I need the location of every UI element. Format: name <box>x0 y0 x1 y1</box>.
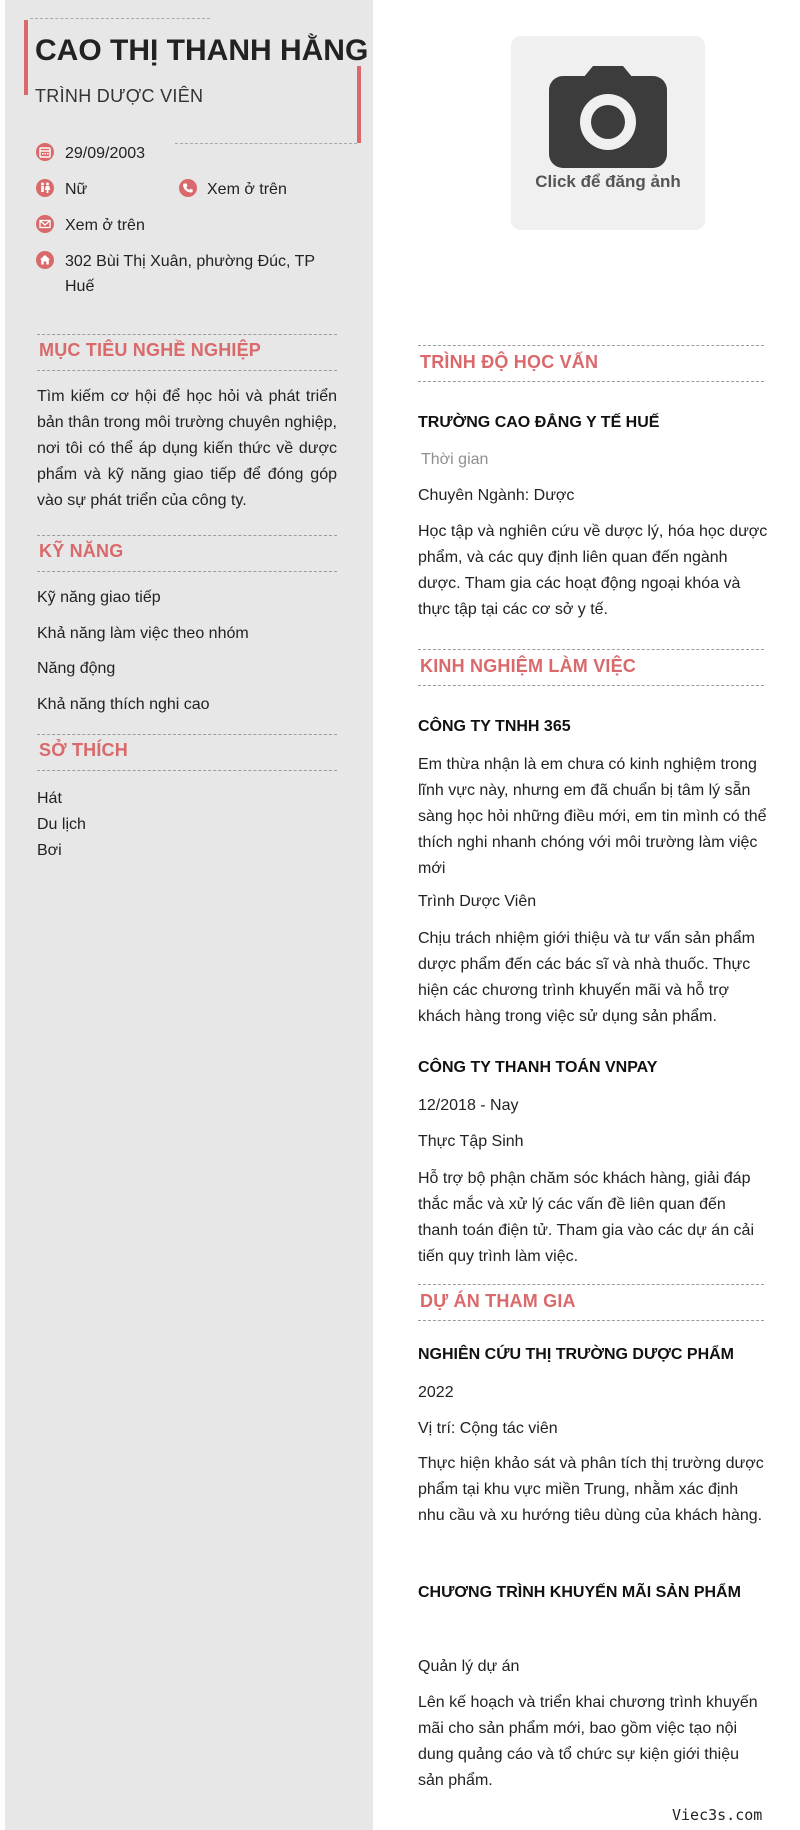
address-value[interactable] <box>65 249 355 299</box>
project-description[interactable]: Lên kế hoạch và triển khai chương trình khuyến mãi cho sản phẩm mới, bao gồm việc tạo nội dung quảng cáo và tổ chức sự kiện giới thiệu sản phẩm. <box>418 1694 758 1789</box>
job-description[interactable]: Chịu trách nhiệm giới thiệu và tư vấn sản phẩm dược phẩm đến các bác sĩ và nhà thuốc. Thực hiện các chương trình khuyến mãi và hỗ trợ khách hàng trong việc sử dụng sản phẩm. <box>418 930 755 1025</box>
experience-title: KINH NGHIỆM LÀM VIỆC <box>420 656 637 676</box>
job-company[interactable]: CÔNG TY THANH TOÁN VNPAY <box>418 1059 658 1076</box>
gender-value[interactable]: Nữ <box>65 181 88 198</box>
phone-value[interactable]: Xem ở trên <box>207 181 287 198</box>
career-objective-text[interactable]: Tìm kiếm cơ hội để học hỏi và phát triển bản thân trong môi trường chuyên nghiệp, nơi tôi có thể áp dụng kiến thức về dược phẩm và kỹ năng giao tiếp để đóng góp vào sự phát triển của công ty. <box>37 388 337 509</box>
hobbies-title: SỞ THÍCH <box>39 740 128 760</box>
section-divider <box>37 334 337 335</box>
career-objective-title: MỤC TIÊU NGHỀ NGHIỆP <box>39 340 262 360</box>
calendar-icon <box>36 143 54 161</box>
project-role[interactable]: Vị trí: Cộng tác viên <box>418 1420 558 1437</box>
skills-title: KỸ NĂNG <box>39 541 124 561</box>
project-name[interactable]: NGHIÊN CỨU THỊ TRƯỜNG DƯỢC PHẨM <box>418 1346 734 1363</box>
photo-upload[interactable] <box>511 36 705 230</box>
section-divider <box>418 1320 764 1321</box>
job-role[interactable]: Trình Dược Viên <box>418 893 537 910</box>
skill-item[interactable]: Kỹ năng giao tiếp <box>37 589 161 606</box>
gender-icon <box>36 179 54 197</box>
job-role[interactable]: Thực Tập Sinh <box>418 1133 524 1150</box>
job-company[interactable]: CÔNG TY TNHH 365 <box>418 718 571 735</box>
skill-item[interactable]: Khả năng làm việc theo nhóm <box>37 625 249 642</box>
project-description[interactable]: Thực hiện khảo sát và phân tích thị trường dược phẩm tại khu vực miền Trung, nhằm xác định nhu cầu và xu hướng tiêu dùng của khách hàng. <box>418 1455 764 1524</box>
section-divider <box>37 571 337 572</box>
section-divider <box>418 1284 764 1285</box>
job-summary[interactable]: Em thừa nhận là em chưa có kinh nghiệm trong lĩnh vực này, nhưng em đã chuẩn bị tâm lý sẵn sàng học hỏi những điều mới, em tin mình có thể thích nghi nhanh chóng với môi trường làm việc mới <box>418 756 767 877</box>
education-school[interactable]: TRƯỜNG CAO ĐẲNG Y TẾ HUẾ <box>418 414 660 431</box>
section-divider <box>37 770 337 771</box>
education-time[interactable]: Thời gian <box>421 451 489 468</box>
header-accent-bar-left <box>24 20 28 95</box>
hobby-item: Du lịch <box>37 816 86 833</box>
hobby-item: Bơi <box>37 842 62 859</box>
section-divider <box>418 649 764 650</box>
section-divider <box>37 535 337 536</box>
section-divider <box>37 370 337 371</box>
email-value[interactable]: Xem ở trên <box>65 217 145 234</box>
address-line-2: Huế <box>65 278 95 295</box>
home-icon <box>36 251 54 269</box>
hobby-item: Hát <box>37 790 62 807</box>
email-icon <box>36 215 54 233</box>
skill-item[interactable]: Năng động <box>37 660 116 677</box>
education-title: TRÌNH ĐỘ HỌC VẤN <box>420 352 599 372</box>
candidate-position[interactable]: TRÌNH DƯỢC VIÊN <box>35 86 204 106</box>
photo-upload-label: Click để đăng ảnh <box>535 172 681 191</box>
education-major[interactable]: Chuyên Ngành: Dược <box>418 487 575 504</box>
education-description[interactable]: Học tập và nghiên cứu về dược lý, hóa học dược phẩm, và các quy định liên quan đến ngành dược. Tham gia các hoạt động ngoại khóa và thực tập tại các cơ sở y tế. <box>418 523 768 618</box>
header-divider-top <box>30 18 210 19</box>
projects-title: DỰ ÁN THAM GIA <box>420 1291 576 1311</box>
project-name[interactable]: CHƯƠNG TRÌNH KHUYẾN MÃI SẢN PHẨM <box>418 1584 741 1601</box>
skill-item[interactable]: Khả năng thích nghi cao <box>37 696 210 713</box>
candidate-name[interactable]: CAO THỊ THANH HẰNG <box>35 34 369 67</box>
header-accent-bar-right <box>357 66 361 143</box>
section-divider <box>418 345 764 346</box>
camera-icon <box>549 64 667 168</box>
address-line-1: 302 Bùi Thị Xuân, phường Đúc, TP <box>65 253 316 270</box>
right-column <box>373 0 800 1830</box>
section-divider <box>37 734 337 735</box>
header-divider-bottom <box>175 143 357 144</box>
job-description[interactable]: Hỗ trợ bộ phận chăm sóc khách hàng, giải đáp thắc mắc và xử lý các vấn đề liên quan đến thanh toán điện tử. Tham gia vào các dự án cải tiến quy trình làm việc. <box>418 1170 754 1265</box>
birthday-value[interactable]: 29/09/2003 <box>65 145 146 162</box>
watermark: Viec3s.com <box>672 1806 763 1824</box>
section-divider <box>418 381 764 382</box>
hobbies-list[interactable] <box>37 786 86 864</box>
job-period[interactable]: 12/2018 - Nay <box>418 1097 519 1114</box>
project-role[interactable]: Quản lý dự án <box>418 1658 520 1675</box>
project-year[interactable]: 2022 <box>418 1384 454 1401</box>
phone-icon <box>179 179 197 197</box>
section-divider <box>418 685 764 686</box>
